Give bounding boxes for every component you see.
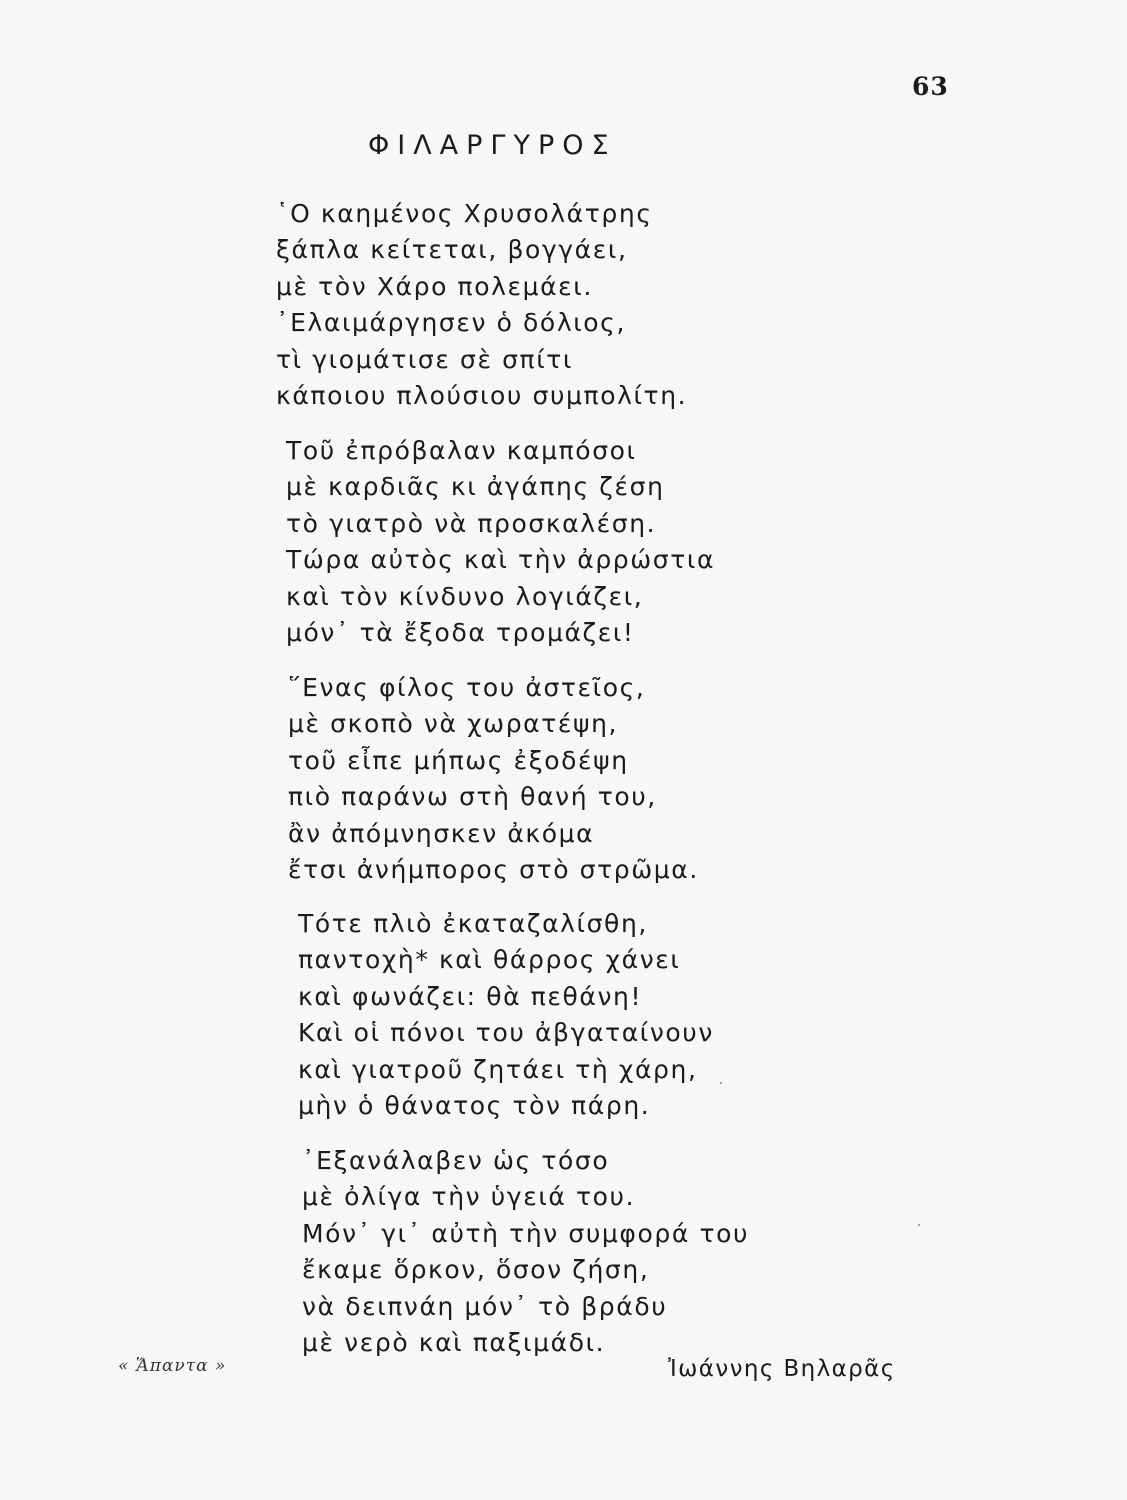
stanza: [286, 433, 715, 651]
stanza: [276, 196, 687, 414]
poem-title: ΦΙΛΑΡΓΥΡΟΣ: [368, 130, 617, 161]
verse-line: καὶ γιατροῦ ζητάει τὴ χάρη,: [298, 1054, 698, 1084]
footer-source: « Ἅπαντα »: [118, 1356, 227, 1376]
verse-line: τοῦ εἶπε μήπως ἐξοδέψη: [288, 745, 629, 775]
verse-line: μόν᾿ τὰ ἔξοδα τρομάζει!: [286, 618, 635, 648]
scan-speck: [720, 1082, 722, 1084]
verse-line: μὲ ὀλίγα τὴν ὑγειά του.: [302, 1182, 636, 1212]
verse-line: ῞Ενας φίλος του ἀστεῖος,: [288, 673, 646, 702]
verse-line: μὲ νερὸ καὶ παξιμάδι.: [302, 1328, 606, 1358]
page-number: 63: [912, 72, 949, 101]
verse-line: παντοχὴ* καὶ θάρρος χάνει: [298, 945, 681, 975]
verse-line: Τοῦ ἐπρόβαλαν καμπόσοι: [286, 436, 637, 465]
verse-line: ἂν ἀπόμνησκεν ἀκόμα: [288, 818, 595, 848]
footer-author: Ἰωάννης Βηλαρᾶς: [668, 1356, 896, 1382]
verse-line: ξάπλα κείτεται, βογγάει,: [276, 235, 628, 265]
verse-line: ᾿Εξανάλαβεν ὡς τόσο: [302, 1146, 610, 1175]
verse-line: τὶ γιομάτισε σὲ σπίτι: [276, 344, 573, 374]
verse-line: μὲ σκοπὸ νὰ χωρατέψη,: [288, 709, 619, 739]
stanza: [298, 906, 714, 1124]
verse-line: ἔτσι ἀνήμπορος στὸ στρῶμα.: [288, 855, 699, 885]
verse-line: τὸ γιατρὸ νὰ προσκαλέση.: [286, 508, 657, 538]
scan-speck: [918, 1224, 920, 1226]
verse-line: ῾Ο καημένος Χρυσολάτρης: [276, 199, 653, 228]
verse-line: ᾿Ελαιμάργησεν ὁ δόλιος,: [276, 308, 626, 338]
verse-line: καὶ φωνάζει: θὰ πεθάνη!: [298, 981, 643, 1011]
stanza: [302, 1143, 749, 1361]
verse-line: ἔκαμε ὅρκον, ὅσον ζήση,: [302, 1255, 650, 1285]
verse-line: νὰ δειπνάη μόν᾿ τὸ βράδυ: [302, 1291, 668, 1321]
verse-line: μὲ καρδιᾶς κι ἀγάπης ζέση: [286, 472, 665, 502]
verse-line: μὲ τὸν Χάρο πολεμάει.: [276, 271, 593, 301]
verse-line: καὶ τὸν κίνδυνο λογιάζει,: [286, 581, 644, 611]
verse-line: Τότε πλιὸ ἐκαταζαλίσθη,: [298, 909, 648, 938]
verse-line: κάποιου πλούσιου συμπολίτη.: [276, 381, 688, 411]
verse-line: Καὶ οἱ πόνοι του ἀβγαταίνουν: [298, 1018, 714, 1048]
verse-line: Τώρα αὐτὸς καὶ τὴν ἀρρώστια: [286, 545, 716, 575]
verse-line: πιὸ παράνω στὴ θανή του,: [288, 782, 657, 812]
verse-line: Μόν᾿ γι᾿ αὐτὴ τὴν συμφορά του: [302, 1218, 750, 1248]
verse-line: μὴν ὁ θάνατος τὸν πάρη.: [298, 1091, 651, 1121]
stanza: [288, 670, 699, 888]
